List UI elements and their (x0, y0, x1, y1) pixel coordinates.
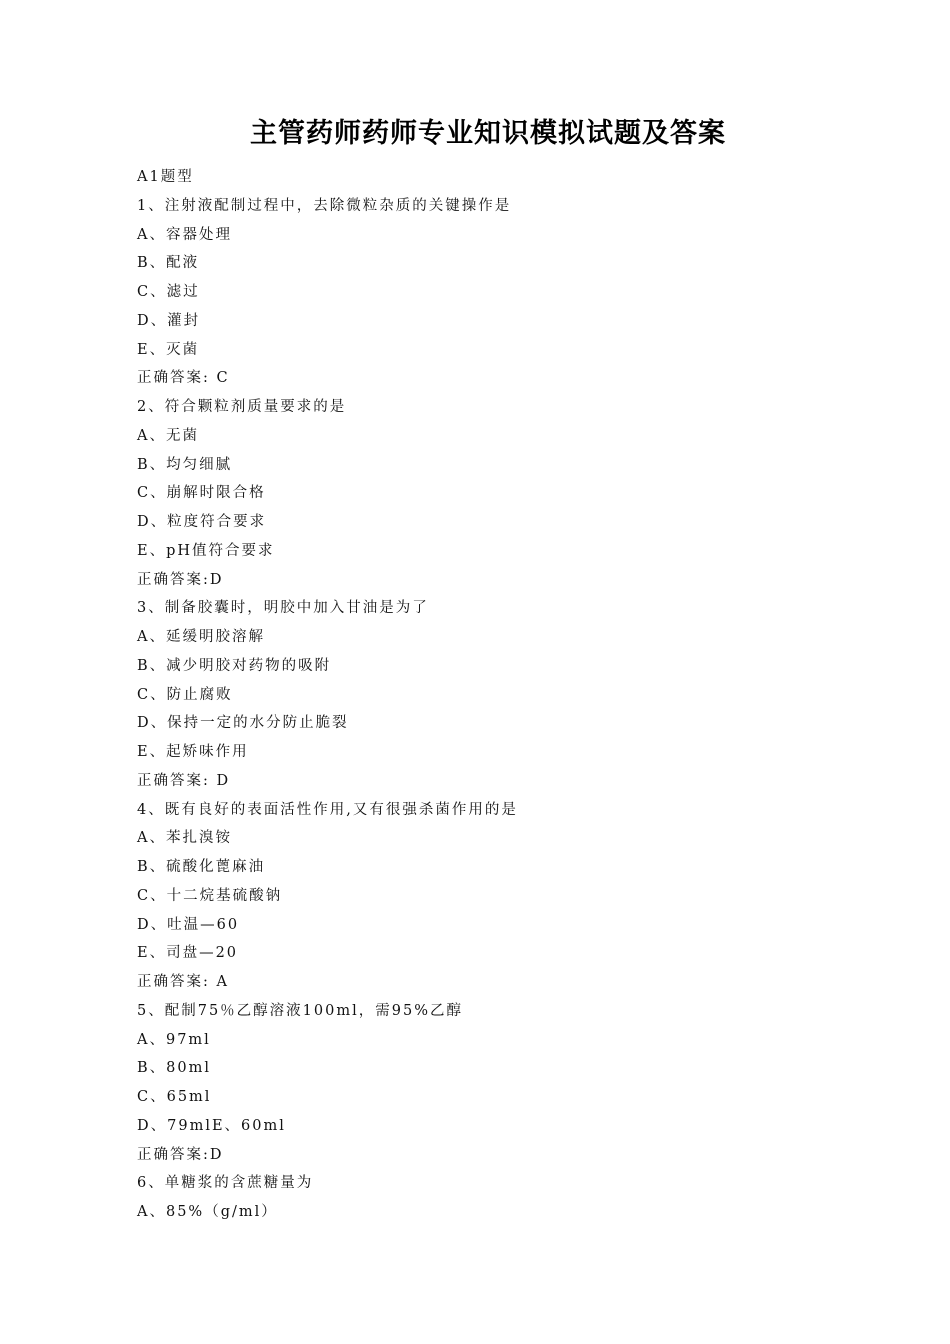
option-line: D、灌封 (137, 312, 201, 329)
option-line: D、粒度符合要求 (137, 514, 267, 530)
option-line: B、配液 (137, 255, 200, 272)
option-line: B、减少明胶对药物的吸附 (137, 657, 332, 674)
option-line: C、崩解时限合格 (137, 485, 266, 502)
option-line: E、司盘—20 (137, 945, 239, 962)
question-line: 4、既有良好的表面活性作用,又有很强杀菌作用的是 (137, 801, 518, 818)
question-line: 5、配制75％乙醇溶液100ml，需95%乙醇 (137, 1002, 463, 1019)
option-line: C、65ml (137, 1089, 212, 1105)
option-line: A、85%（g/ml） (137, 1204, 278, 1220)
answer-line: 正确答案:D (137, 1146, 224, 1163)
option-line: D、保持一定的水分防止脆裂 (137, 715, 349, 732)
option-line: B、均匀细腻 (137, 456, 233, 473)
question-line: 1、注射液配制过程中，去除微粒杂质的关键操作是 (137, 197, 512, 214)
option-line: C、十二烷基硫酸钠 (137, 887, 283, 904)
question-line: 2、符合颗粒剂质量要求的是 (137, 399, 347, 415)
answer-line: 正确答案: C (137, 370, 230, 387)
option-line: E、灭菌 (137, 341, 200, 358)
option-line: C、防止腐败 (137, 686, 233, 703)
option-line: A、97ml (137, 1031, 211, 1048)
document-title: 主管药师药师专业知识模拟试题及答案 (250, 118, 726, 149)
option-line: C、滤过 (137, 284, 200, 300)
option-line: E、pH值符合要求 (137, 542, 275, 559)
answer-line: 正确答案: D (137, 772, 231, 789)
answer-line: 正确答案: A (137, 974, 229, 990)
question-line: 6、单糖浆的含蔗糖量为 (137, 1175, 314, 1192)
answer-line: 正确答案:D (137, 571, 224, 588)
question-line: 3、制备胶囊时，明胶中加入甘油是为了 (137, 600, 429, 617)
option-line: A、无菌 (137, 427, 199, 444)
option-line: D、吐温—60 (137, 916, 240, 933)
option-line: E、起矫味作用 (137, 744, 249, 760)
option-line: D、79mlE、60ml (137, 1117, 286, 1134)
option-line: B、硫酸化蓖麻油 (137, 859, 266, 875)
option-line: A、延缓明胶溶解 (137, 629, 265, 645)
option-line: A、苯扎溴铵 (137, 830, 232, 847)
section-heading: A1题型 (137, 169, 194, 185)
option-line: B、80ml (137, 1060, 211, 1077)
question-list (137, 163, 837, 1227)
option-line: A、容器处理 (137, 226, 232, 243)
